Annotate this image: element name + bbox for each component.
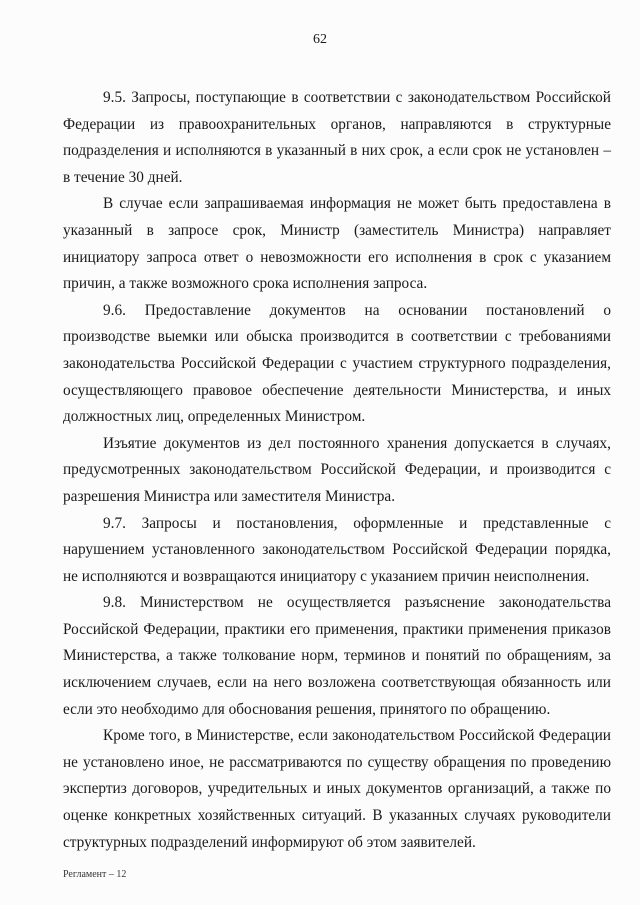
paragraph-9-6-continuation: Изъятие документов из дел постоянного хранения допускается в случаях, предусмотренных законодательством Российской Федерации, и производится с разрешения Министра или заместителя Министра.	[63, 434, 611, 505]
footer-label: Регламент – 12	[63, 869, 127, 880]
paragraph-9-7: 9.7. Запросы и постановления, оформленные и представленные с нарушением установленного законодательством Российской Федерации порядка, не исполняются и возвращаются инициатору с указанием причин неисполнения.	[63, 514, 611, 585]
paragraph-9-8-continuation: Кроме того, в Министерстве, если законодательством Российской Федерации не установлено иное, не рассматриваются по существу обращения по проведению экспертиз договоров, учредительных и иных документов организаций, а также по оценке конкретных хозяйственных ситуаций. В указанных случаях руководители структурных подразделений информируют об этом заявителей.	[63, 727, 611, 851]
document-body	[63, 85, 611, 856]
page-number: 62	[313, 32, 327, 47]
paragraph-9-5-continuation: В случае если запрашиваемая информация не может быть предоставлена в указанный в запросе срок, Министр (заместитель Министра) направляет инициатору запроса ответ о невозможности его исполнения в срок с указанием причин, а также возможного срока исполнения запроса.	[63, 195, 611, 293]
paragraph-9-8: 9.8. Министерством не осуществляется разъяснение законодательства Российской Федерации, практики его применения, практики применения приказов Министерства, а также толкование норм, терминов и понятий по обращениям, за исключением случаев, если на него возложена соответствующая обязанность или если это необходимо для обоснования решения, принятого по обращению.	[63, 594, 611, 718]
paragraph-9-6: 9.6. Предоставление документов на основании постановлений о производстве выемки или обыска производится в соответствии с требованиями законодательства Российской Федерации с участием структурного подразделения, осуществляющего правовое обеспечение деятельности Министерства, и иных должностных лиц, определенных Министром.	[63, 301, 611, 426]
paragraph-9-5: 9.5. Запросы, поступающие в соответствии с законодательством Российской Федерации из правоохранительных органов, направляются в структурные подразделения и исполняются в указанный в них срок, а если срок не установлен – в течение 30 дней.	[63, 89, 611, 186]
